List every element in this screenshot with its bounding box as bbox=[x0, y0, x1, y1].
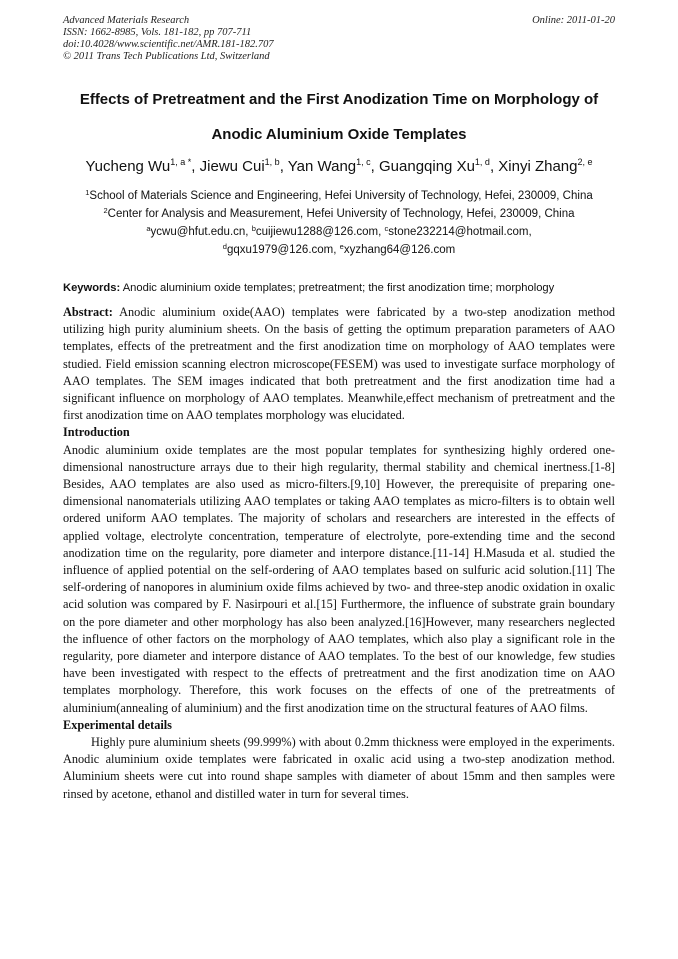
affiliation-2 bbox=[40, 208, 638, 220]
author-list bbox=[40, 158, 638, 175]
keywords bbox=[63, 282, 615, 294]
abstract-label: Abstract: bbox=[63, 305, 113, 319]
author-affiliation-mark: 1, d bbox=[474, 157, 490, 167]
email-address: stone232214@hotmail.com, bbox=[388, 226, 532, 238]
email-mark: c bbox=[384, 224, 389, 233]
author-name: Yucheng Wu bbox=[85, 158, 171, 175]
email-mark: d bbox=[222, 242, 227, 251]
keywords-label: Keywords: bbox=[63, 282, 121, 294]
introduction-paragraph: Anodic aluminium oxide templates are the most popular templates for synthesizing highly ordered one-dimensional nanostructure arrays due to their high regularity, thermal stability and chemical inertness.[1-8] Besides, AAO templates are also used as micro-filters.[9,10] However, the prerequisite of preparing one-dimensional nanomaterials utilizing AAO templates or taking AAO templates as micro-filters is to obtain well ordered uniform AAO templates. The majority of scholars and researchers are interested in the effects of applied voltage, electrolyte concentration, temperature of electrolyte, pore-extending time and the second anodization time on the regularity, pore diameter and interpore distance.[11-14] H.Masuda et al. studied the influence of applied potential on the self-ordering of AAO templates based on sulfuric acid solution.[11] The self-ordering of nanopores in aluminium oxide films achieved by two- and three-step anodic oxidation in oxalic acid solution was compared by F. Nasirpouri et al.[15] Furthermore, the influence of substrate grain boundary on the pore diameter and other morphology has also been analyzed.[16]However, many researchers neglected the influence of other factors on the morphology of AAO templates, which also play a significant role in the regularity, pore diameter and interpore distance of AAO templates. To the best of our knowledge, few studies have been investigated with respect to the effects of pretreatment and the first anodization time on AAO templates morphology. Therefore, this work focuses on the effects of one of the pretreatments of aluminium(annealing of aluminium) and the first anodization time on the structural features of AAO films. bbox=[63, 442, 615, 715]
paper-title-line-2: Anodic Aluminium Oxide Templates bbox=[211, 126, 467, 143]
email-line-1 bbox=[40, 226, 638, 238]
author-affiliation-mark: 2, e bbox=[577, 157, 593, 167]
email-address: cuijiewu1288@126.com, bbox=[255, 226, 385, 238]
author-separator: , bbox=[489, 158, 499, 175]
email-address: xyzhang64@126.com bbox=[343, 244, 456, 256]
doi-line: doi:10.4028/www.scientific.net/AMR.181-182.707 bbox=[63, 39, 274, 50]
experimental-paragraph: Highly pure aluminium sheets (99.999%) with about 0.2mm thickness were employed in the experiments. Anodic aluminium oxide templates were fabricated in oxalic acid using a two-step anodization method. Aluminium sheets were cut into round shape samples with diameter of about 15mm and then samples were rinsed by acetone, ethanol and distilled water in turn for several times. bbox=[63, 735, 615, 801]
email-mark: a bbox=[146, 224, 151, 233]
keywords-text: Anodic aluminium oxide templates; pretreatment; the first anodization time; morphology bbox=[120, 282, 555, 294]
author-name: Guangqing Xu bbox=[379, 158, 475, 175]
author-separator: , bbox=[279, 158, 288, 175]
affiliation-mark: 1 bbox=[85, 188, 90, 197]
copyright-line: © 2011 Trans Tech Publications Ltd, Switzerland bbox=[63, 51, 270, 62]
issn-line: ISSN: 1662-8985, Vols. 181-182, pp 707-711 bbox=[63, 27, 252, 38]
journal-name: Advanced Materials Research bbox=[63, 15, 190, 26]
abstract-text: Anodic aluminium oxide(AAO) templates were fabricated by a two-step anodization method utilizing high purity aluminium sheets. On the basis of getting the optimum preparation parameters of AAO templates, effects of the pretreatment and the first anodization time on morphology of AAO templates were studied. Field emission scanning electron microscope(FESEM) was used to investigate surface morphology of AAO templates. The SEM images indicated that both pretreatment and the first anodization time had a significant influence on morphology of AAO templates. Meanwhile,effect mechanism of pretreatment and the first anodization time on AAO templates morphology was elucidated. bbox=[63, 305, 615, 423]
paper-body bbox=[63, 304, 615, 803]
affiliation-text: Center for Analysis and Measurement, Hefei University of Technology, Hefei, 230009, China bbox=[107, 208, 575, 220]
author-name: Jiewu Cui bbox=[199, 158, 265, 175]
experimental-heading: Experimental details bbox=[63, 717, 172, 732]
author-affiliation-mark: 1, a * bbox=[170, 157, 192, 167]
author-separator: , bbox=[370, 158, 379, 175]
author-affiliation-mark: 1, b bbox=[264, 157, 280, 167]
email-line-2 bbox=[40, 244, 638, 256]
author-affiliation-mark: 1, c bbox=[356, 157, 371, 167]
email-address: ycwu@hfut.edu.cn, bbox=[150, 226, 252, 238]
email-mark: b bbox=[251, 224, 256, 233]
journal-header bbox=[63, 15, 274, 63]
email-address: gqxu1979@126.com, bbox=[226, 244, 340, 256]
affiliation-text: School of Materials Science and Engineering, Hefei University of Technology, Hefei, 230009, China bbox=[89, 190, 593, 202]
affiliation-1 bbox=[40, 190, 638, 202]
abstract-paragraph bbox=[63, 304, 615, 424]
introduction-heading: Introduction bbox=[63, 425, 130, 440]
online-date: Online: 2011-01-20 bbox=[532, 15, 615, 26]
author-separator: , bbox=[191, 158, 200, 175]
author-name: Yan Wang bbox=[287, 158, 357, 175]
author-name: Xinyi Zhang bbox=[498, 158, 578, 175]
email-mark: e bbox=[339, 242, 344, 251]
paper-title-line-1: Effects of Pretreatment and the First Anodization Time on Morphology of bbox=[79, 91, 599, 108]
affiliation-mark: 2 bbox=[103, 206, 108, 215]
